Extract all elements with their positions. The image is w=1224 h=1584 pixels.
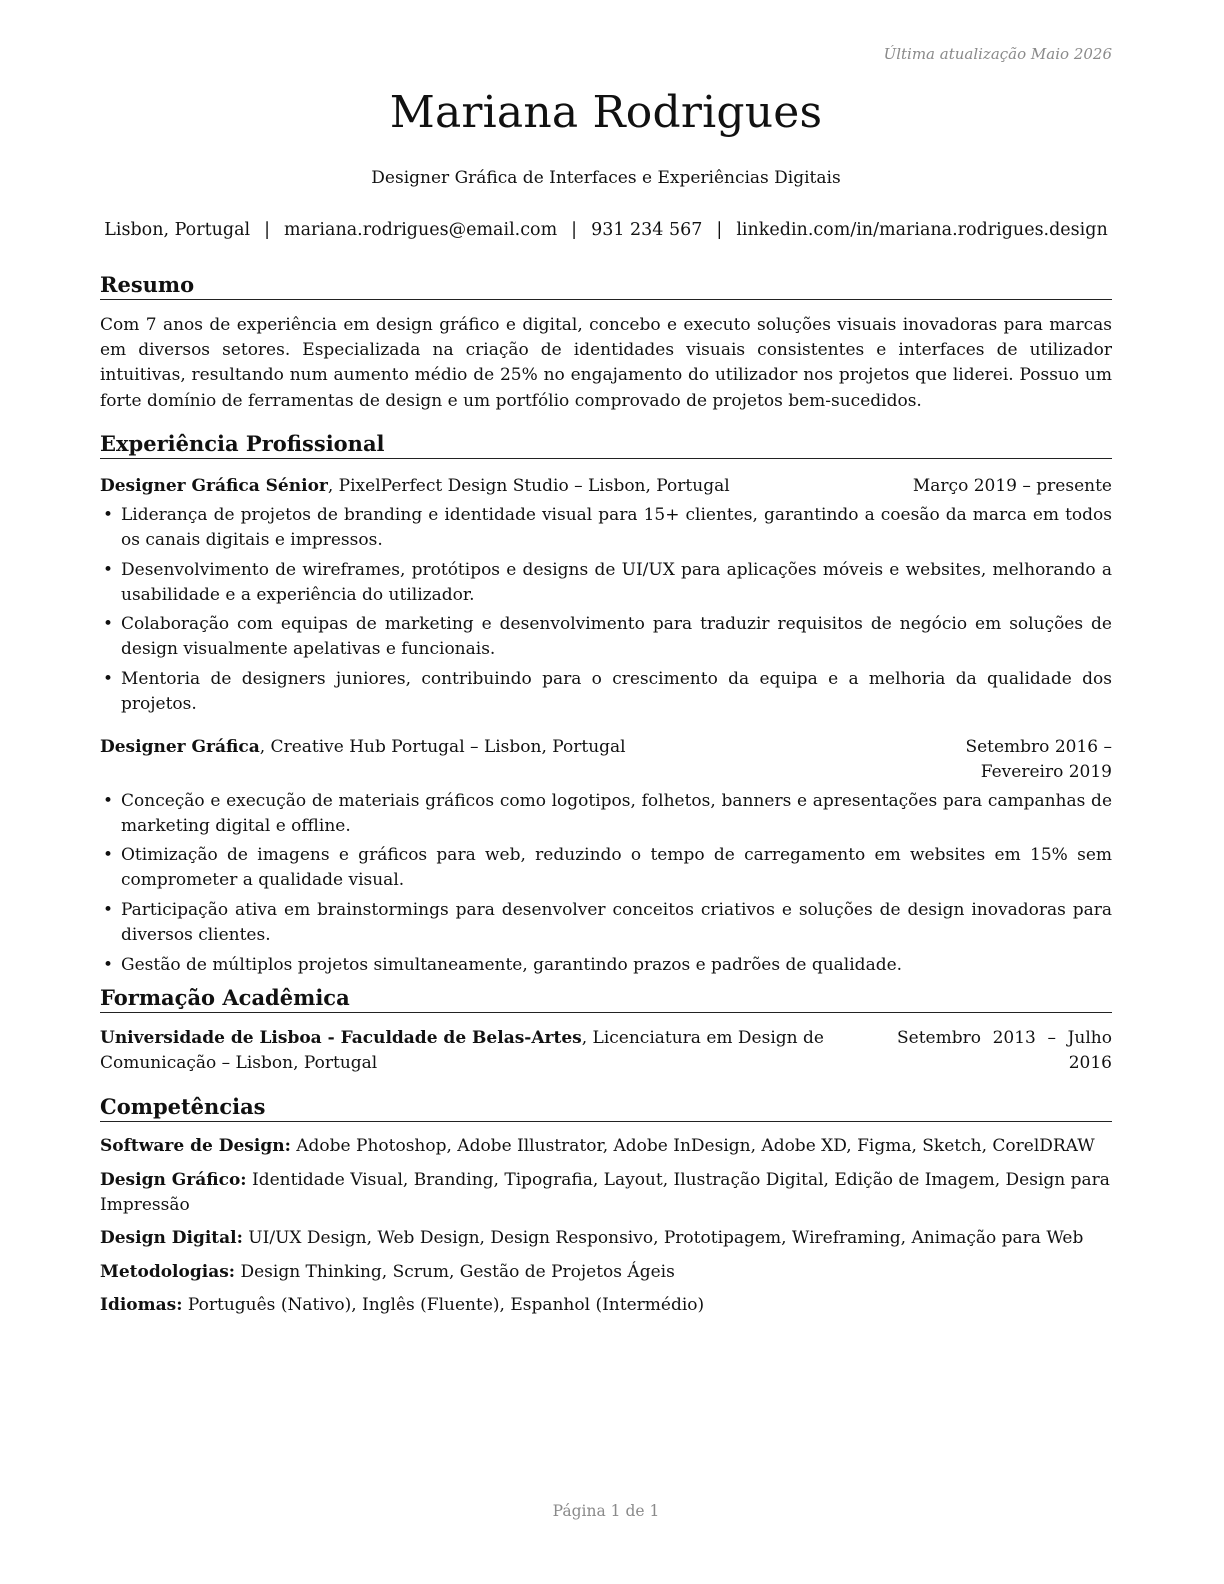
page-number: Página 1 de 1 — [552, 1502, 660, 1520]
skill-value: Identidade Visual, Branding, Tipografia, Layout, Ilustração Digital, Edição de Imagem, Design para Impressão — [100, 1169, 1110, 1215]
job-dates: Setembro 2016 – Fevereiro 2019 — [965, 736, 1112, 782]
job-dates: Março 2019 – presente — [912, 476, 1112, 496]
contact-email[interactable]: mariana.rodrigues@email.com — [284, 220, 558, 240]
candidate-name: Mariana Rodrigues — [389, 87, 823, 138]
skill-value: Português (Nativo), Inglês (Fluente), Espanhol (Intermédio) — [182, 1295, 705, 1315]
skill-row — [100, 1260, 1112, 1285]
skill-row — [100, 1168, 1112, 1218]
job-entry — [100, 474, 1112, 717]
job-title-line — [100, 474, 893, 499]
job-header — [100, 735, 1112, 785]
skill-value: Adobe Photoshop, Adobe Illustrator, Adobe InDesign, Adobe XD, Figma, Sketch, CorelDRAW — [290, 1136, 1095, 1156]
job-title-line — [100, 735, 872, 760]
list-item: • Conceção e execução de materiais gráficos como logotipos, folhetos, banners e apresentações para campanhas de marketing digital e offline. — [100, 789, 1112, 839]
education-institution-line — [100, 1026, 877, 1076]
experience-section — [100, 431, 1112, 982]
candidate-title: Designer Gráfica de Interfaces e Experiências Digitais — [371, 168, 841, 188]
summary-section — [100, 272, 1112, 414]
list-item: • Liderança de projetos de branding e identidade visual para 15+ clientes, garantindo a coesão da marca em todos os canais digitais e impressos. — [100, 503, 1112, 553]
skill-label: Design Digital: — [100, 1228, 243, 1248]
job-role: Designer Gráfica — [100, 736, 260, 757]
section-heading-skills: Competências — [100, 1094, 1112, 1122]
skill-label: Metodologias: — [100, 1261, 236, 1282]
list-item: • Gestão de múltiplos projetos simultaneamente, garantindo prazos e padrões de qualidade. — [100, 953, 1112, 978]
job-header — [100, 474, 1112, 499]
list-item: • Otimização de imagens e gráficos para web, reduzindo o tempo de carregamento em websites em 15% sem comprometer a qualidade visual. — [100, 843, 1112, 893]
last-updated-note: Última atualização Maio 2026 — [883, 45, 1112, 63]
education-school: Universidade de Lisboa - Faculdade de Belas-Artes — [100, 1028, 582, 1048]
skill-value: Design Thinking, Scrum, Gestão de Projetos Ágeis — [235, 1261, 675, 1282]
skill-label: Idiomas: — [100, 1295, 183, 1315]
education-entry — [100, 1026, 1112, 1076]
section-heading-education: Formação Acadêmica — [100, 985, 1112, 1013]
contact-separator: | — [571, 220, 578, 240]
list-item: • Participação ativa em brainstormings para desenvolver conceitos criativos e soluções de design inovadoras para diversos clientes. — [100, 898, 1112, 948]
contact-line — [100, 220, 1112, 240]
job-company: , PixelPerfect Design Studio – Lisbon, Portugal — [327, 476, 730, 496]
skill-row — [100, 1134, 1112, 1159]
section-heading-summary: Resumo — [100, 272, 1112, 300]
list-item: • Colaboração com equipas de marketing e desenvolvimento para traduzir requisitos de negócio em soluções de design visualmente apelativas e funcionais. — [100, 612, 1112, 662]
list-item: • Mentoria de designers juniores, contribuindo para o crescimento da equipa e a melhoria da qualidade dos projetos. — [100, 667, 1112, 717]
job-bullets — [100, 503, 1112, 717]
job-bullets — [100, 789, 1112, 978]
contact-phone[interactable]: 931 234 567 — [591, 220, 703, 240]
education-degree: , Licenciatura em Design de Comunicação – Lisbon, Portugal — [100, 1028, 824, 1073]
skill-label: Design Gráfico: — [100, 1169, 247, 1190]
summary-text: Com 7 anos de experiência em design gráfico e digital, concebo e executo soluções visuais inovadoras para marcas em diversos setores. Especializada na criação de identidades visuais consistentes e interfaces de utilizador intuitivas, resultando num aumento médio de 25% no engajamento do utilizador nos projetos que liderei. Possuo um forte domínio de ferramentas de design e um portfólio comprovado de projetos bem-sucedidos. — [100, 315, 1112, 411]
skills-section — [100, 1094, 1112, 1327]
contact-location: Lisbon, Portugal — [104, 220, 251, 240]
contact-separator: | — [264, 220, 271, 240]
list-item: • Desenvolvimento de wireframes, protótipos e designs de UI/UX para aplicações móveis e websites, melhorando a usabilidade e a experiência do utilizador. — [100, 558, 1112, 608]
skill-label: Software de Design: — [100, 1136, 291, 1156]
job-entry — [100, 735, 1112, 978]
resume-page — [100, 0, 1112, 1584]
skill-value: UI/UX Design, Web Design, Design Responsivo, Prototipagem, Wireframing, Animação para Web — [242, 1228, 1084, 1248]
contact-separator: | — [716, 220, 723, 240]
section-heading-experience: Experiência Profissional — [100, 431, 1112, 459]
job-company: , Creative Hub Portugal – Lisbon, Portugal — [259, 736, 626, 757]
education-dates: Setembro 2013 – Julho 2016 — [897, 1028, 1112, 1073]
job-role: Designer Gráfica Sénior — [100, 476, 328, 496]
skills-list — [100, 1134, 1112, 1318]
skill-row — [100, 1226, 1112, 1251]
skill-row — [100, 1293, 1112, 1318]
education-section — [100, 985, 1112, 1076]
contact-linkedin[interactable]: linkedin.com/in/mariana.rodrigues.design — [736, 220, 1108, 240]
